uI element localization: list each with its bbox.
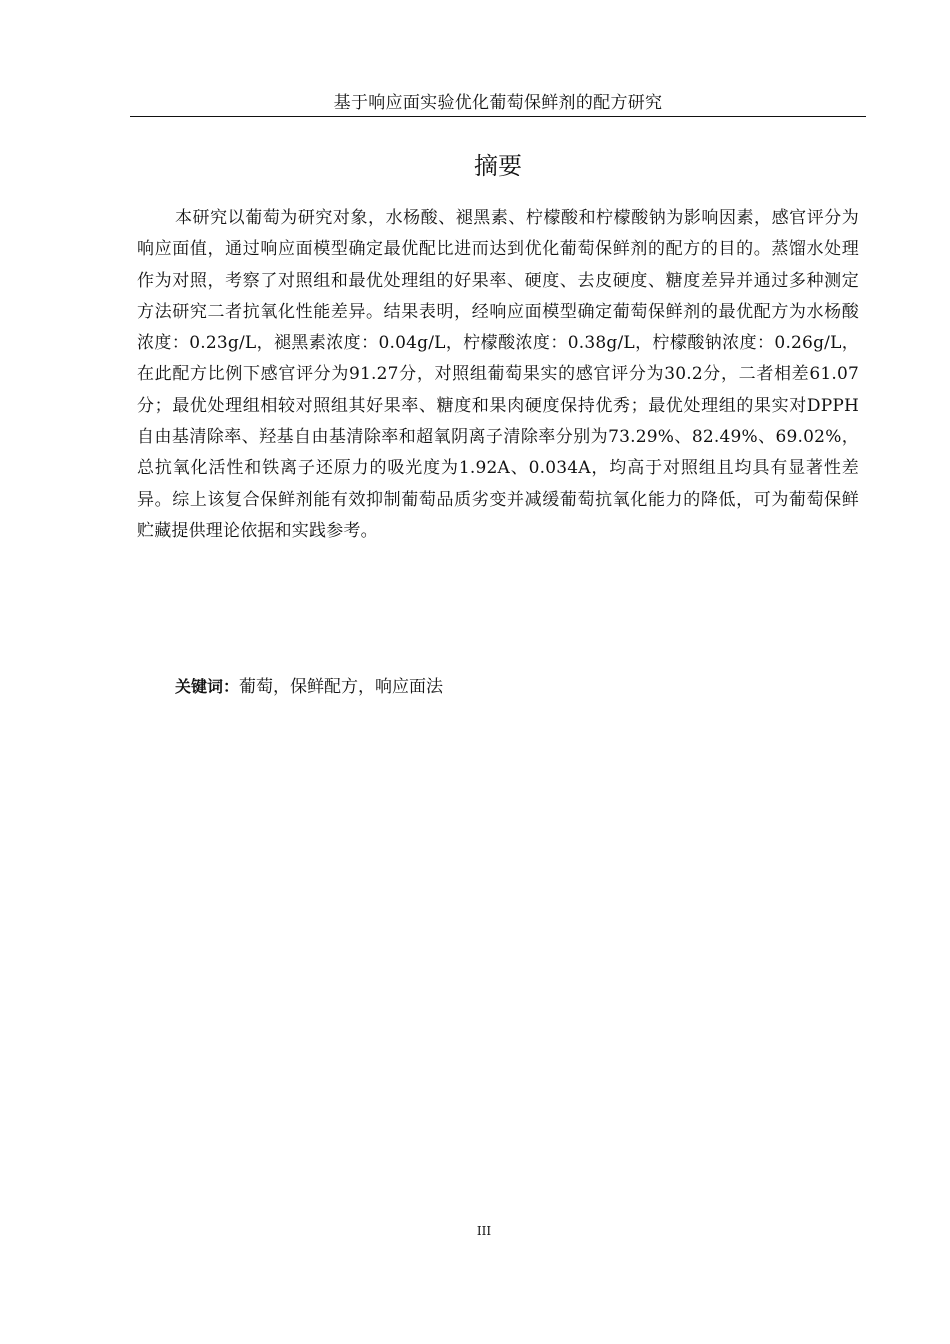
abstract-paragraph: 本研究以葡萄为研究对象，水杨酸、褪黑素、柠檬酸和柠檬酸钠为影响因素，感官评分为响应面值，通过响应面模型确定最优配比进而达到优化葡萄保鲜剂的配方的目的。蒸馏水处理作为对照，考察了对照组和最优处理组的好果率、硬度、去皮硬度、糖度差异并通过多种测定方法研究二者抗氧化性能差异。结果表明，经响应面模型确定葡萄保鲜剂的最优配方为水杨酸浓度：0.23g/L，褪黑素浓度：0.04g/L，柠檬酸浓度：0.38g/L，柠檬酸钠浓度：0.26g/L，在此配方比例下感官评分为91.27分，对照组葡萄果实的感官评分为30.2分，二者相差61.07分；最优处理组相较对照组其好果率、糖度和果肉硬度保持优秀；最优处理组的果实对DPPH自由基清除率、羟基自由基清除率和超氧阴离子清除率分别为73.29%、82.49%、69.02%，总抗氧化活性和铁离子还原力的吸光度为1.92A、0.034A，均高于对照组且均具有显著性差异。综上该复合保鲜剂能有效抑制葡萄品质劣变并减缓葡萄抗氧化能力的降低，可为葡萄保鲜贮藏提供理论依据和实践参考。 <box>137 208 859 541</box>
keywords-line <box>175 673 865 701</box>
header-divider <box>130 116 866 117</box>
page-number: III <box>476 1224 492 1238</box>
keywords-value: 葡萄，保鲜配方，响应面法 <box>239 677 444 697</box>
running-header: 基于响应面实验优化葡萄保鲜剂的配方研究 <box>333 93 663 113</box>
abstract-title: 摘要 <box>474 152 522 180</box>
keywords-label: 关键词： <box>175 677 240 696</box>
